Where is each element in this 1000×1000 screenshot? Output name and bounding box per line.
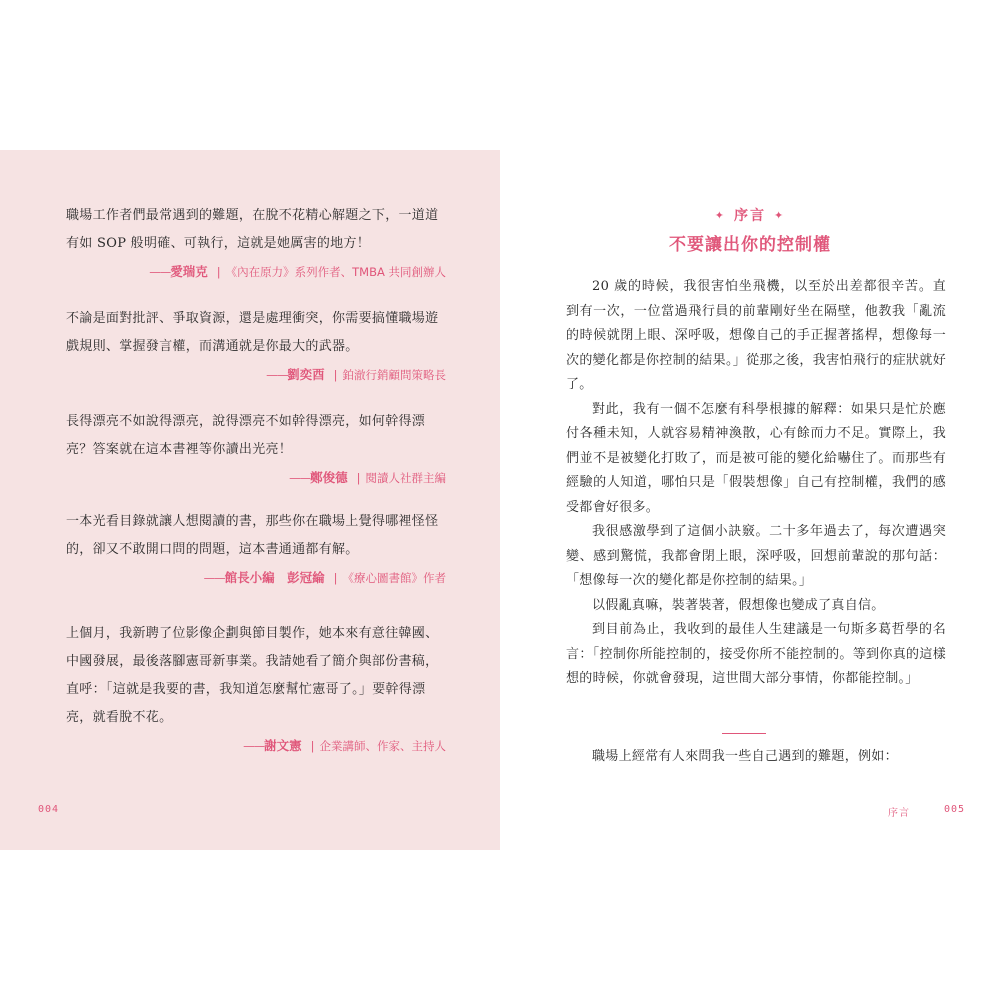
endorsement-quote: 職場工作者們最常遇到的難題，在脫不花精心解題之下，一道道有如 SOP 般明確、可執行，這就是她厲害的地方！ (66, 208, 439, 251)
endorser-name: 劉奕酉 (287, 367, 325, 382)
page-number-right: 005 (944, 804, 966, 815)
running-head: 序言 (888, 808, 910, 819)
endorser-title: 《內在原力》系列作者、TMBA 共同創辦人 (225, 265, 446, 279)
paragraph: 對此，我有一個不怎麼有科學根據的解釋：如果只是忙於應付各種未知，人就容易精神渙散，心有餘而力不足。實際上，我們並不是被變化打敗了，而是被可能的變化給嚇住了。而那些有經驗的人知道，哪怕只是「假裝想像」自己有控制權，我們的感受都會好很多。 (566, 401, 946, 515)
preface-label (500, 205, 1000, 225)
endorsement-attribution: ——館長小編 彭冠綸 | 《療心圖書館》作者 (203, 570, 446, 585)
body-text (566, 275, 946, 692)
closing-text (566, 745, 946, 769)
paragraph: 以假亂真嘛，裝著裝著，假想像也變成了真自信。 (592, 597, 885, 613)
page-number-left: 004 (38, 804, 60, 815)
endorsement-4 (66, 508, 446, 586)
endorser-name: 愛瑞克 (170, 264, 208, 279)
diamond-icon: ✦ (774, 209, 786, 222)
endorsement-quote: 上個月，我新聘了位影像企劃與節目製作，她本來有意往韓國、中國發展，最後落腳憲哥新事業。我請她看了簡介與部份書稿，直呼：「這就是我要的書，我知道怎麼幫忙憲哥了。」要幹得漂亮，就看脫不花。 (66, 626, 439, 725)
right-page (500, 150, 1000, 850)
endorsement-2 (66, 305, 446, 383)
preface-label-text: 序言 (734, 208, 766, 224)
endorser-name: 鄭俊德 (310, 470, 348, 485)
section-divider (722, 733, 766, 734)
left-page (0, 150, 500, 850)
chapter-title: 不要讓出你的控制權 (669, 235, 831, 255)
endorsement-5 (66, 620, 446, 754)
endorsement-attribution: ——鄭俊德 | 閱讀人社群主編 (289, 470, 446, 485)
endorser-title: 鉑澈行銷顧問策略長 (342, 368, 446, 382)
paragraph: 我很感激學到了這個小訣竅。二十多年過去了，每次遭遇突變、感到驚慌，我都會閉上眼，深呼吸，回想前輩說的那句話：「想像每一次的變化都是你控制的結果。」 (566, 524, 946, 588)
endorser-title: 閱讀人社群主編 (365, 471, 446, 485)
endorser-name: 謝文憲 (264, 738, 302, 753)
paragraph: 到目前為止，我收到的最佳人生建議是一句斯多葛哲學的名言：「控制你所能控制的，接受你所不能控制的。等到你真的這樣想的時候，你就會發現，這世間大部分事情，你都能控制。」 (566, 622, 946, 686)
endorsement-3 (66, 408, 446, 486)
endorsement-quote: 不論是面對批評、爭取資源，還是處理衝突，你需要搞懂職場遊戲規則、掌握發言權，而溝通就是你最大的武器。 (66, 311, 439, 354)
diamond-icon: ✦ (714, 209, 726, 222)
endorser-title: 企業講師、作家、主持人 (319, 739, 446, 753)
endorsement-1 (66, 202, 446, 280)
endorser-title: 《療心圖書館》作者 (342, 571, 446, 585)
paragraph: 職場上經常有人來問我一些自己遇到的難題，例如： (592, 749, 898, 764)
endorsement-attribution: ——謝文憲 | 企業講師、作家、主持人 (243, 738, 446, 753)
endorsement-quote: 長得漂亮不如說得漂亮，說得漂亮不如幹得漂亮，如何幹得漂亮？答案就在這本書裡等你讀出光亮！ (66, 414, 426, 457)
endorser-name: 館長小編 彭冠綸 (224, 570, 325, 585)
paragraph: 20 歲的時候，我很害怕坐飛機，以至於出差都很辛苦。直到有一次，一位當過飛行員的前輩剛好坐在隔壁，他教我「亂流的時候就閉上眼、深呼吸，想像自己的手正握著搖桿，想像每一次的變化都是你控制的結果。」從那之後，我害怕飛行的症狀就好了。 (566, 279, 946, 392)
endorsement-attribution: ——劉奕酉 | 鉑澈行銷顧問策略長 (266, 367, 446, 382)
endorsement-attribution: ——愛瑞克 | 《內在原力》系列作者、TMBA 共同創辦人 (149, 264, 446, 279)
endorsement-quote: 一本光看目錄就讓人想閱讀的書，那些你在職場上覺得哪裡怪怪的，卻又不敢開口問的問題，這本書通通都有解。 (66, 514, 439, 557)
